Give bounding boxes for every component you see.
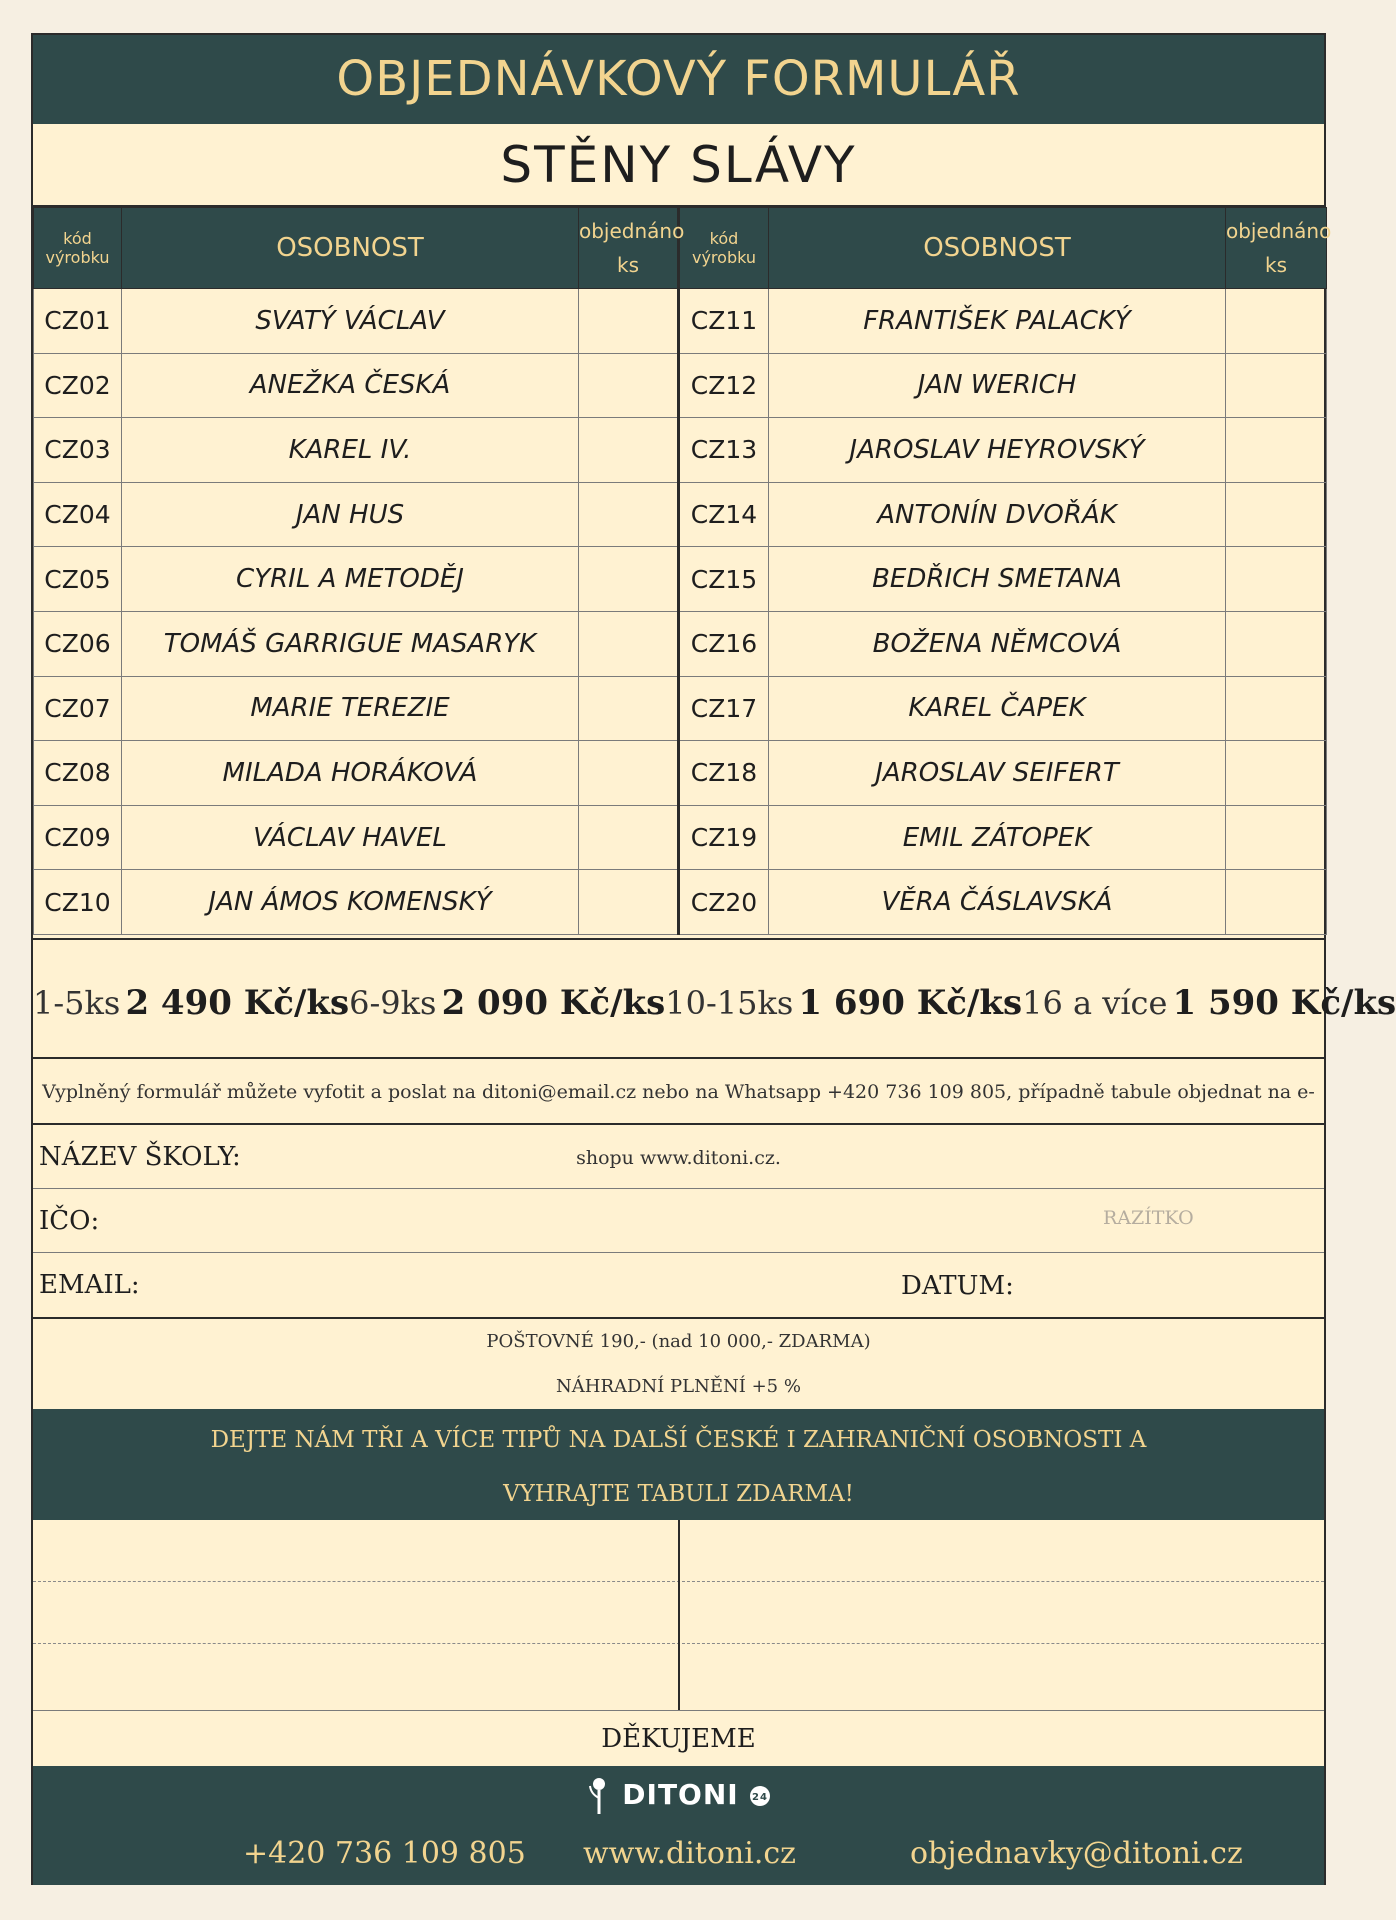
stamp-label: RAZÍTKO bbox=[1103, 1207, 1194, 1229]
tree-icon bbox=[586, 1776, 612, 1816]
personality-name: TOMÁŠ GARRIGUE MASARYK bbox=[122, 611, 579, 676]
product-code: CZ06 bbox=[34, 611, 122, 676]
school-name-field[interactable]: NÁZEV ŠKOLY: bbox=[33, 1125, 1324, 1189]
personality-name: JAN WERICH bbox=[769, 353, 1226, 418]
personality-name: FRANTIŠEK PALACKÝ bbox=[769, 289, 1226, 354]
price-list bbox=[33, 938, 1396, 1059]
ordered-qty-cell[interactable] bbox=[579, 805, 679, 870]
product-code: CZ03 bbox=[34, 418, 122, 483]
table-row bbox=[34, 741, 1327, 806]
table-row bbox=[34, 870, 1327, 935]
ordered-qty-cell[interactable] bbox=[1226, 741, 1327, 806]
footer-contacts bbox=[33, 1832, 1324, 1876]
ordered-qty-cell[interactable] bbox=[579, 482, 679, 547]
header-ordered: objednáno ks bbox=[579, 208, 679, 289]
product-code: CZ16 bbox=[679, 611, 769, 676]
price-tier: 16 a více 1 590 Kč/ks bbox=[1022, 982, 1396, 1023]
product-code: CZ18 bbox=[679, 741, 769, 806]
ordered-qty-cell[interactable] bbox=[1226, 289, 1327, 354]
personality-name: CYRIL A METODĚJ bbox=[122, 547, 579, 612]
thanks-text: DĚKUJEME bbox=[33, 1710, 1324, 1766]
ordered-qty-cell[interactable] bbox=[579, 547, 679, 612]
header-name: OSOBNOST bbox=[122, 208, 579, 289]
badge-24-icon bbox=[749, 1785, 771, 1807]
promo-line: DEJTE NÁM TŘI A VÍCE TIPŮ NA DALŠÍ ČESKÉ I ZAHRANIČNÍ OSOBNOSTI A bbox=[210, 1427, 1147, 1453]
footer-email-link[interactable]: objednavky@ditoni.cz bbox=[910, 1836, 1243, 1871]
price-tier: 6-9ks 2 090 Kč/ks bbox=[349, 982, 666, 1023]
svg-text:24: 24 bbox=[752, 1792, 769, 1803]
personality-name: BOŽENA NĚMCOVÁ bbox=[769, 611, 1226, 676]
ordered-qty-cell[interactable] bbox=[579, 870, 679, 935]
ordered-qty-cell[interactable] bbox=[1226, 805, 1327, 870]
product-code: CZ13 bbox=[679, 418, 769, 483]
ordered-qty-cell[interactable] bbox=[1226, 611, 1327, 676]
personality-name: ANEŽKA ČESKÁ bbox=[122, 353, 579, 418]
personality-name: ANTONÍN DVOŘÁK bbox=[769, 482, 1226, 547]
footer bbox=[33, 1766, 1324, 1885]
table-row bbox=[34, 611, 1327, 676]
ordered-qty-cell[interactable] bbox=[1226, 547, 1327, 612]
header-code: kód výrobku bbox=[679, 208, 769, 289]
price-tier: 10-15ks 1 690 Kč/ks bbox=[665, 982, 1023, 1023]
product-code: CZ14 bbox=[679, 482, 769, 547]
ordered-qty-cell[interactable] bbox=[1226, 482, 1327, 547]
table-row bbox=[34, 482, 1327, 547]
product-table bbox=[33, 207, 1332, 935]
personality-name: EMIL ZÁTOPEK bbox=[769, 805, 1226, 870]
header-ordered: objednáno ks bbox=[1226, 208, 1327, 289]
personality-name: VĚRA ČÁSLAVSKÁ bbox=[769, 870, 1226, 935]
product-code: CZ17 bbox=[679, 676, 769, 741]
product-code: CZ05 bbox=[34, 547, 122, 612]
table-row bbox=[34, 289, 1327, 354]
tips-divider bbox=[678, 1520, 680, 1710]
ordered-qty-cell[interactable] bbox=[579, 289, 679, 354]
ordered-qty-cell[interactable] bbox=[1226, 418, 1327, 483]
product-code: CZ19 bbox=[679, 805, 769, 870]
product-code: CZ02 bbox=[34, 353, 122, 418]
personality-name: JAROSLAV HEYROVSKÝ bbox=[769, 418, 1226, 483]
personality-name: JAN ÁMOS KOMENSKÝ bbox=[122, 870, 579, 935]
personality-name: KAREL ČAPEK bbox=[769, 676, 1226, 741]
footer-phone[interactable]: +420 736 109 805 bbox=[243, 1836, 526, 1871]
tips-area[interactable] bbox=[33, 1520, 1324, 1710]
shipping-line: POŠTOVNÉ 190,- (nad 10 000,- ZDARMA) bbox=[486, 1331, 871, 1352]
product-code: CZ12 bbox=[679, 353, 769, 418]
product-code: CZ07 bbox=[34, 676, 122, 741]
footer-web-link[interactable]: www.ditoni.cz bbox=[583, 1836, 796, 1871]
promo-banner bbox=[33, 1409, 1324, 1520]
email-field[interactable]: EMAIL: bbox=[33, 1253, 1324, 1319]
ico-field[interactable]: IČO: bbox=[33, 1189, 1324, 1253]
table-row bbox=[34, 805, 1327, 870]
ordered-qty-cell[interactable] bbox=[1226, 676, 1327, 741]
header-name: OSOBNOST bbox=[769, 208, 1226, 289]
header-code: kód výrobku bbox=[34, 208, 122, 289]
personality-name: JAN HUS bbox=[122, 482, 579, 547]
product-code: CZ15 bbox=[679, 547, 769, 612]
ordered-qty-cell[interactable] bbox=[1226, 353, 1327, 418]
personality-name: VÁCLAV HAVEL bbox=[122, 805, 579, 870]
ordered-qty-cell[interactable] bbox=[579, 741, 679, 806]
instructions-note: Vyplněný formulář můžete vyfotit a poslat na ditoni@email.cz nebo na Whatsapp +420 736 109 805, případně tabule objednat na e-shopu www.ditoni.cz. bbox=[33, 1059, 1324, 1125]
product-code: CZ04 bbox=[34, 482, 122, 547]
date-field[interactable]: DATUM: bbox=[901, 1271, 1014, 1301]
product-code: CZ11 bbox=[679, 289, 769, 354]
product-code: CZ08 bbox=[34, 741, 122, 806]
table-row bbox=[34, 547, 1327, 612]
ordered-qty-cell[interactable] bbox=[579, 418, 679, 483]
ordered-qty-cell[interactable] bbox=[1226, 870, 1327, 935]
ordered-qty-cell[interactable] bbox=[579, 353, 679, 418]
ditoni-logo: DITONI 24 bbox=[33, 1776, 1324, 1816]
table-row bbox=[34, 676, 1327, 741]
personality-name: MILADA HORÁKOVÁ bbox=[122, 741, 579, 806]
product-code: CZ09 bbox=[34, 805, 122, 870]
product-code: CZ20 bbox=[679, 870, 769, 935]
order-form bbox=[31, 33, 1396, 1885]
product-code: CZ01 bbox=[34, 289, 122, 354]
form-title: OBJEDNÁVKOVÝ FORMULÁŘ bbox=[33, 35, 1324, 124]
table-row bbox=[34, 418, 1327, 483]
ordered-qty-cell[interactable] bbox=[579, 611, 679, 676]
table-header bbox=[34, 208, 1327, 289]
promo-line: VYHRAJTE TABULI ZDARMA! bbox=[503, 1481, 854, 1507]
price-tier: 1-5ks 2 490 Kč/ks bbox=[33, 982, 350, 1023]
personality-name: KAREL IV. bbox=[122, 418, 579, 483]
shipping-info bbox=[33, 1319, 1324, 1409]
personality-name: JAROSLAV SEIFERT bbox=[769, 741, 1226, 806]
personality-name: BEDŘICH SMETANA bbox=[769, 547, 1226, 612]
personality-name: MARIE TEREZIE bbox=[122, 676, 579, 741]
product-code: CZ10 bbox=[34, 870, 122, 935]
ordered-qty-cell[interactable] bbox=[579, 676, 679, 741]
form-subtitle: STĚNY SLÁVY bbox=[33, 124, 1324, 207]
personality-name: SVATÝ VÁCLAV bbox=[122, 289, 579, 354]
shipping-line: NÁHRADNÍ PLNĚNÍ +5 % bbox=[556, 1376, 801, 1397]
table-row bbox=[34, 353, 1327, 418]
